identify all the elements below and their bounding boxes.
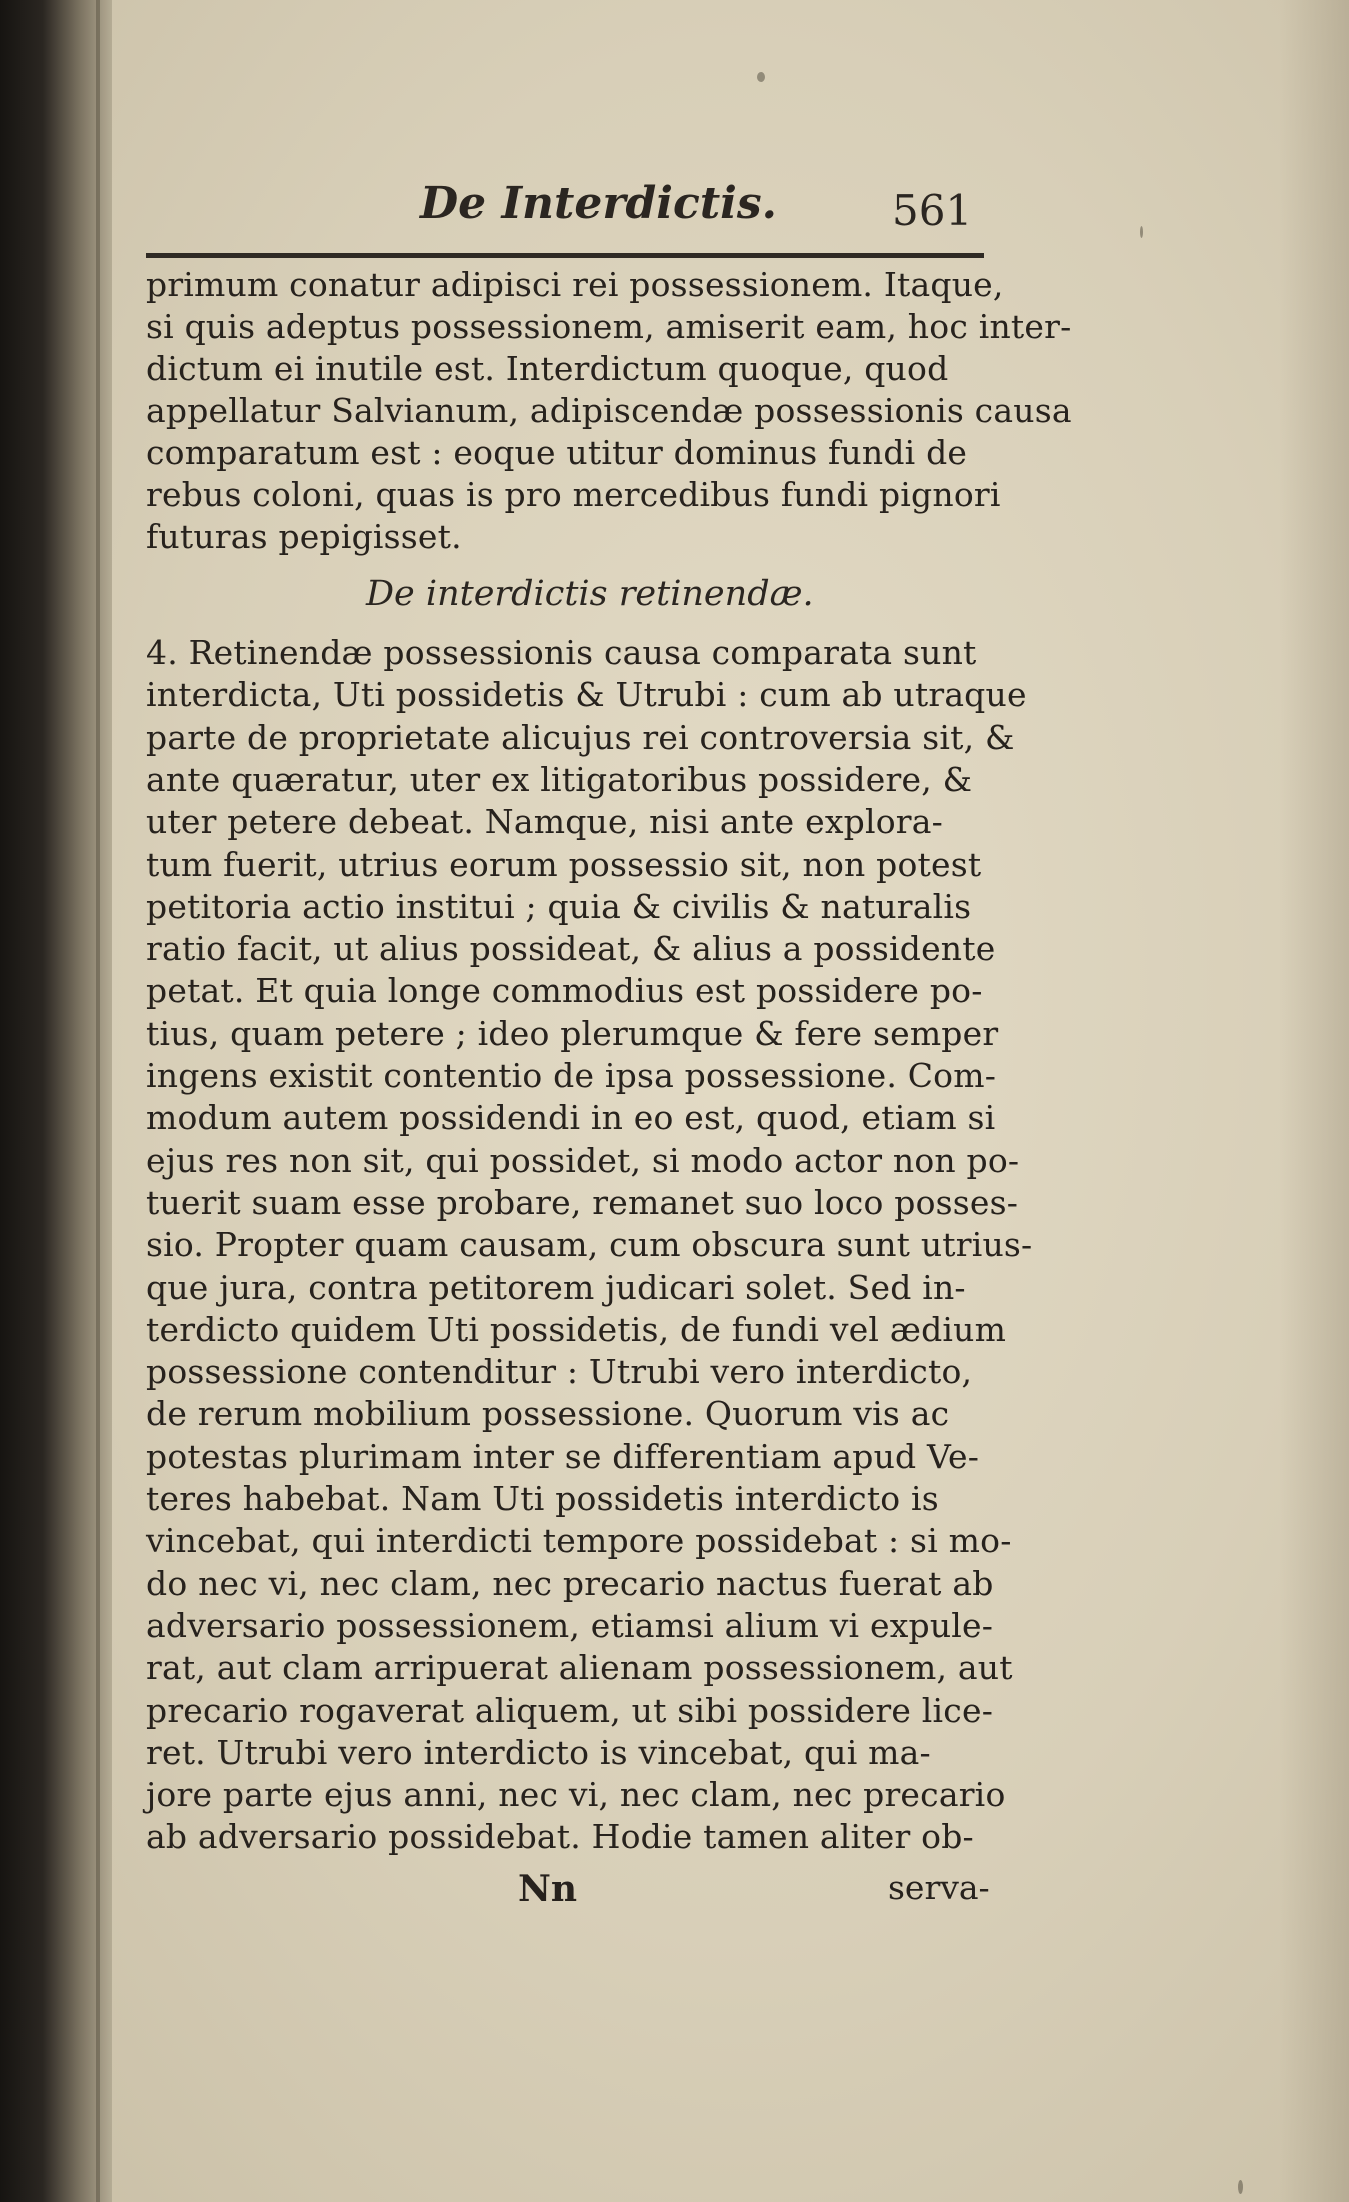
text-line: adversario possessionem, etiamsi alium vi expule- — [146, 1605, 994, 1645]
paper-speck — [1238, 2180, 1243, 2194]
text-line: potestas plurimam inter se differentiam apud Ve- — [146, 1436, 980, 1476]
text-line: petat. Et quia longe commodius est possidere po- — [146, 971, 983, 1011]
text-line: modum autem possidendi in eo est, quod, etiam si — [146, 1098, 996, 1138]
text-line: vincebat, qui interdicti tempore possidebat : si mo- — [146, 1521, 1012, 1561]
text-line: si quis adeptus possessionem, amiserit eam, hoc inter- — [146, 307, 1072, 346]
text-line: jore parte ejus anni, nec vi, nec clam, nec precario — [146, 1775, 1006, 1815]
text-line: rat, aut clam arripuerat alienam possessionem, aut — [146, 1648, 1013, 1688]
binding-fold-line — [96, 0, 100, 2202]
text-line: petitoria actio institui ; quia & civilis & naturalis — [146, 886, 972, 926]
text-line: teres habebat. Nam Uti possidetis interdicto is — [146, 1479, 939, 1518]
section-subheading: De interdictis retinendæ. — [366, 574, 814, 614]
text-line: tum fuerit, utrius eorum possessio sit, non potest — [146, 844, 982, 884]
signature-mark: Nn — [518, 1868, 578, 1910]
running-title: De Interdictis. — [420, 178, 777, 229]
text-line: tuerit suam esse probare, remanet suo loco posses- — [146, 1182, 1019, 1222]
text-line: ejus res non sit, qui possidet, si modo actor non po- — [146, 1140, 1020, 1180]
header-rule — [146, 253, 984, 258]
text-line: ante quæratur, uter ex litigatoribus possidere, & — [146, 759, 973, 799]
text-line: dictum ei inutile est. Interdictum quoque, quod — [146, 349, 949, 388]
text-line: do nec vi, nec clam, nec precario nactus fuerat ab — [146, 1563, 994, 1603]
text-line: interdicta, Uti possidetis & Utrubi : cum ab utraque — [146, 675, 1027, 715]
page-edge-shadow — [1279, 0, 1349, 2202]
text-line: futuras pepigisset. — [146, 517, 462, 556]
text-line: comparatum est : eoque utitur dominus fundi de — [146, 433, 968, 472]
text-line: terdicto quidem Uti possidetis, de fundi vel ædium — [146, 1309, 1007, 1349]
text-line: precario rogaverat aliquem, ut sibi possidere lice- — [146, 1690, 994, 1730]
page-number: 561 — [892, 186, 973, 235]
text-line: appellatur Salvianum, adipiscendæ possessionis causa — [146, 391, 1072, 430]
text-line: uter petere debeat. Namque, nisi ante explora- — [146, 802, 943, 842]
text-line: ab adversario possidebat. Hodie tamen aliter ob- — [146, 1817, 974, 1857]
text-line: tius, quam petere ; ideo plerumque & fere semper — [146, 1013, 999, 1053]
paper-speck — [757, 72, 765, 82]
paper-speck — [1140, 226, 1143, 238]
text-line: parte de proprietate alicujus rei controversia sit, & — [146, 717, 1015, 757]
catchword: serva- — [888, 1868, 990, 1907]
text-line: ingens existit contentio de ipsa possessione. Com- — [146, 1056, 997, 1095]
text-line: ret. Utrubi vero interdicto is vincebat, qui ma- — [146, 1732, 931, 1772]
text-line: sio. Propter quam causam, cum obscura sunt utrius- — [146, 1225, 1033, 1265]
text-line: ratio facit, ut alius possideat, & alius a possidente — [146, 929, 996, 969]
text-line: de rerum mobilium possessione. Quorum vis ac — [146, 1394, 950, 1434]
text-line: primum conatur adipisci rei possessionem. Itaque, — [146, 265, 1004, 304]
text-line: possessione contenditur : Utrubi vero interdicto, — [146, 1352, 973, 1392]
text-line: rebus coloni, quas is pro mercedibus fundi pignori — [146, 475, 1001, 514]
text-line: 4. Retinendæ possessionis causa comparata sunt — [146, 633, 977, 672]
text-line: que jura, contra petitorem judicari solet. Sed in- — [146, 1267, 966, 1307]
